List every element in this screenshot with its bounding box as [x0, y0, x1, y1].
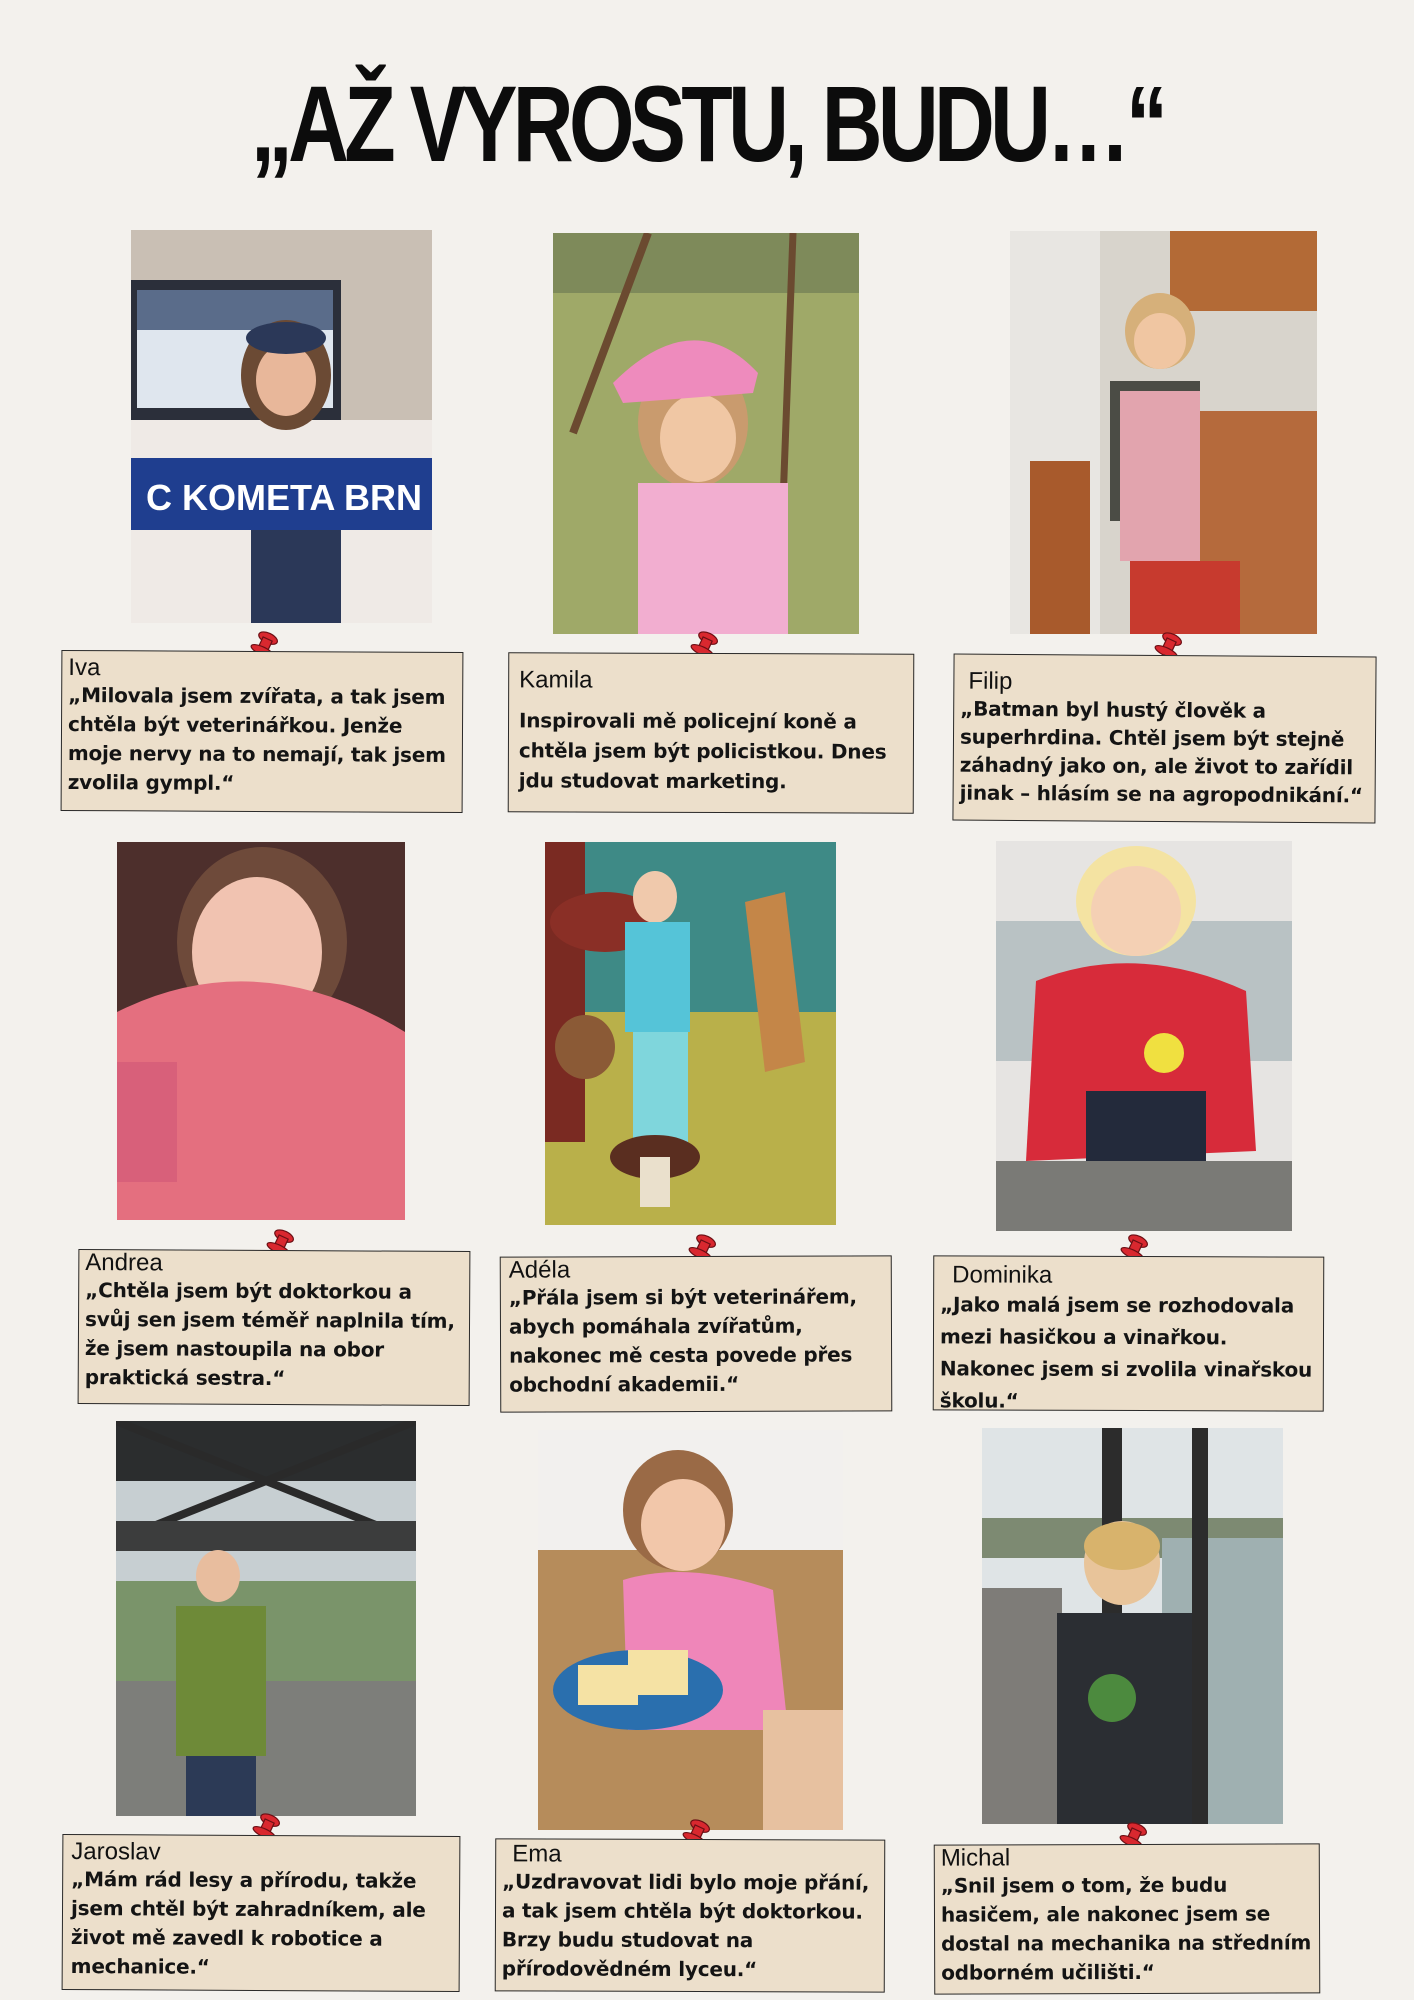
- card-name: Kamila: [519, 666, 593, 694]
- card-name: Filip: [968, 667, 1013, 695]
- card-name: Ema: [512, 1840, 562, 1868]
- svg-text:C KOMETA BRN: C KOMETA BRN: [146, 477, 422, 518]
- card-jaroslav: [62, 1834, 461, 1992]
- card-filip: [952, 654, 1376, 824]
- card-name: Dominika: [952, 1261, 1053, 1289]
- card-quote: Inspirovali mě policejní koně a chtěla jsem být policistkou. Dnes jdu studovat marketing.: [518, 708, 887, 794]
- card-michal: [934, 1843, 1321, 1994]
- card-name: Jaroslav: [71, 1838, 161, 1866]
- photo-andrea: [117, 842, 405, 1220]
- card-quote: „Milovala jsem zvířata, a tak jsem chtěla být veterinářkou. Jenže moje nervy na to nemají, tak jsem zvolila gympl.“: [67, 682, 446, 795]
- photo-filip: [1010, 231, 1317, 634]
- card-quote: „Chtěla jsem být doktorkou a svůj sen jsem téměř naplnila tím, že jsem nastoupila na obor praktická sestra.“: [84, 1278, 455, 1391]
- card-name: Andrea: [85, 1249, 163, 1277]
- card-iva: [61, 650, 464, 813]
- photo-dominika: [996, 841, 1292, 1231]
- card-name: Iva: [68, 653, 101, 682]
- card-quote: „Uzdravovat lidi bylo moje přání, a tak jsem chtěla být doktorkou. Brzy budu studovat na přírodovědném lyceu.“: [501, 1869, 870, 1982]
- card-ema: [495, 1838, 886, 1992]
- card-quote: „Přála jsem si být veterinářem, abych pomáhala zvířatům, nakonec mě cesta povede přes obchodní akademii.“: [508, 1284, 857, 1397]
- photo-jaroslav: [116, 1421, 416, 1816]
- card-dominika: [933, 1255, 1325, 1411]
- photo-ema: [538, 1430, 843, 1830]
- card-quote: „Snil jsem o tom, že budu hasičem, ale nakonec jsem se dostal na mechanika na středním odborném učilišti.“: [940, 1872, 1312, 1985]
- card-name: Adéla: [508, 1256, 571, 1284]
- card-quote: „Jako malá jsem se rozhodovala mezi hasičkou a vinařkou. Nakonec jsem si zvolila vinařskou školu.“: [939, 1292, 1313, 1413]
- photo-kamila: [553, 233, 859, 634]
- photo-michal: [982, 1428, 1283, 1824]
- card-kamila: [508, 652, 915, 813]
- card-quote: „Batman byl hustý člověk a superhrdina. Chtěl jsem být stejně záhadný jako on, ale život to zařídil jinak – hlásím se na agropodnikání.“: [959, 696, 1363, 808]
- photo-iva: [131, 230, 432, 623]
- card-name: Michal: [940, 1844, 1011, 1872]
- card-quote: „Mám rád lesy a přírodu, takže jsem chtěl být zahradníkem, ale život mě zavedl k robotice a mechanice.“: [70, 1867, 426, 1979]
- page-title: „AŽ VYROSTU, BUDU…“: [250, 63, 1164, 184]
- card-andrea: [78, 1249, 471, 1406]
- photo-adela: [545, 842, 836, 1225]
- card-adela: [500, 1255, 893, 1412]
